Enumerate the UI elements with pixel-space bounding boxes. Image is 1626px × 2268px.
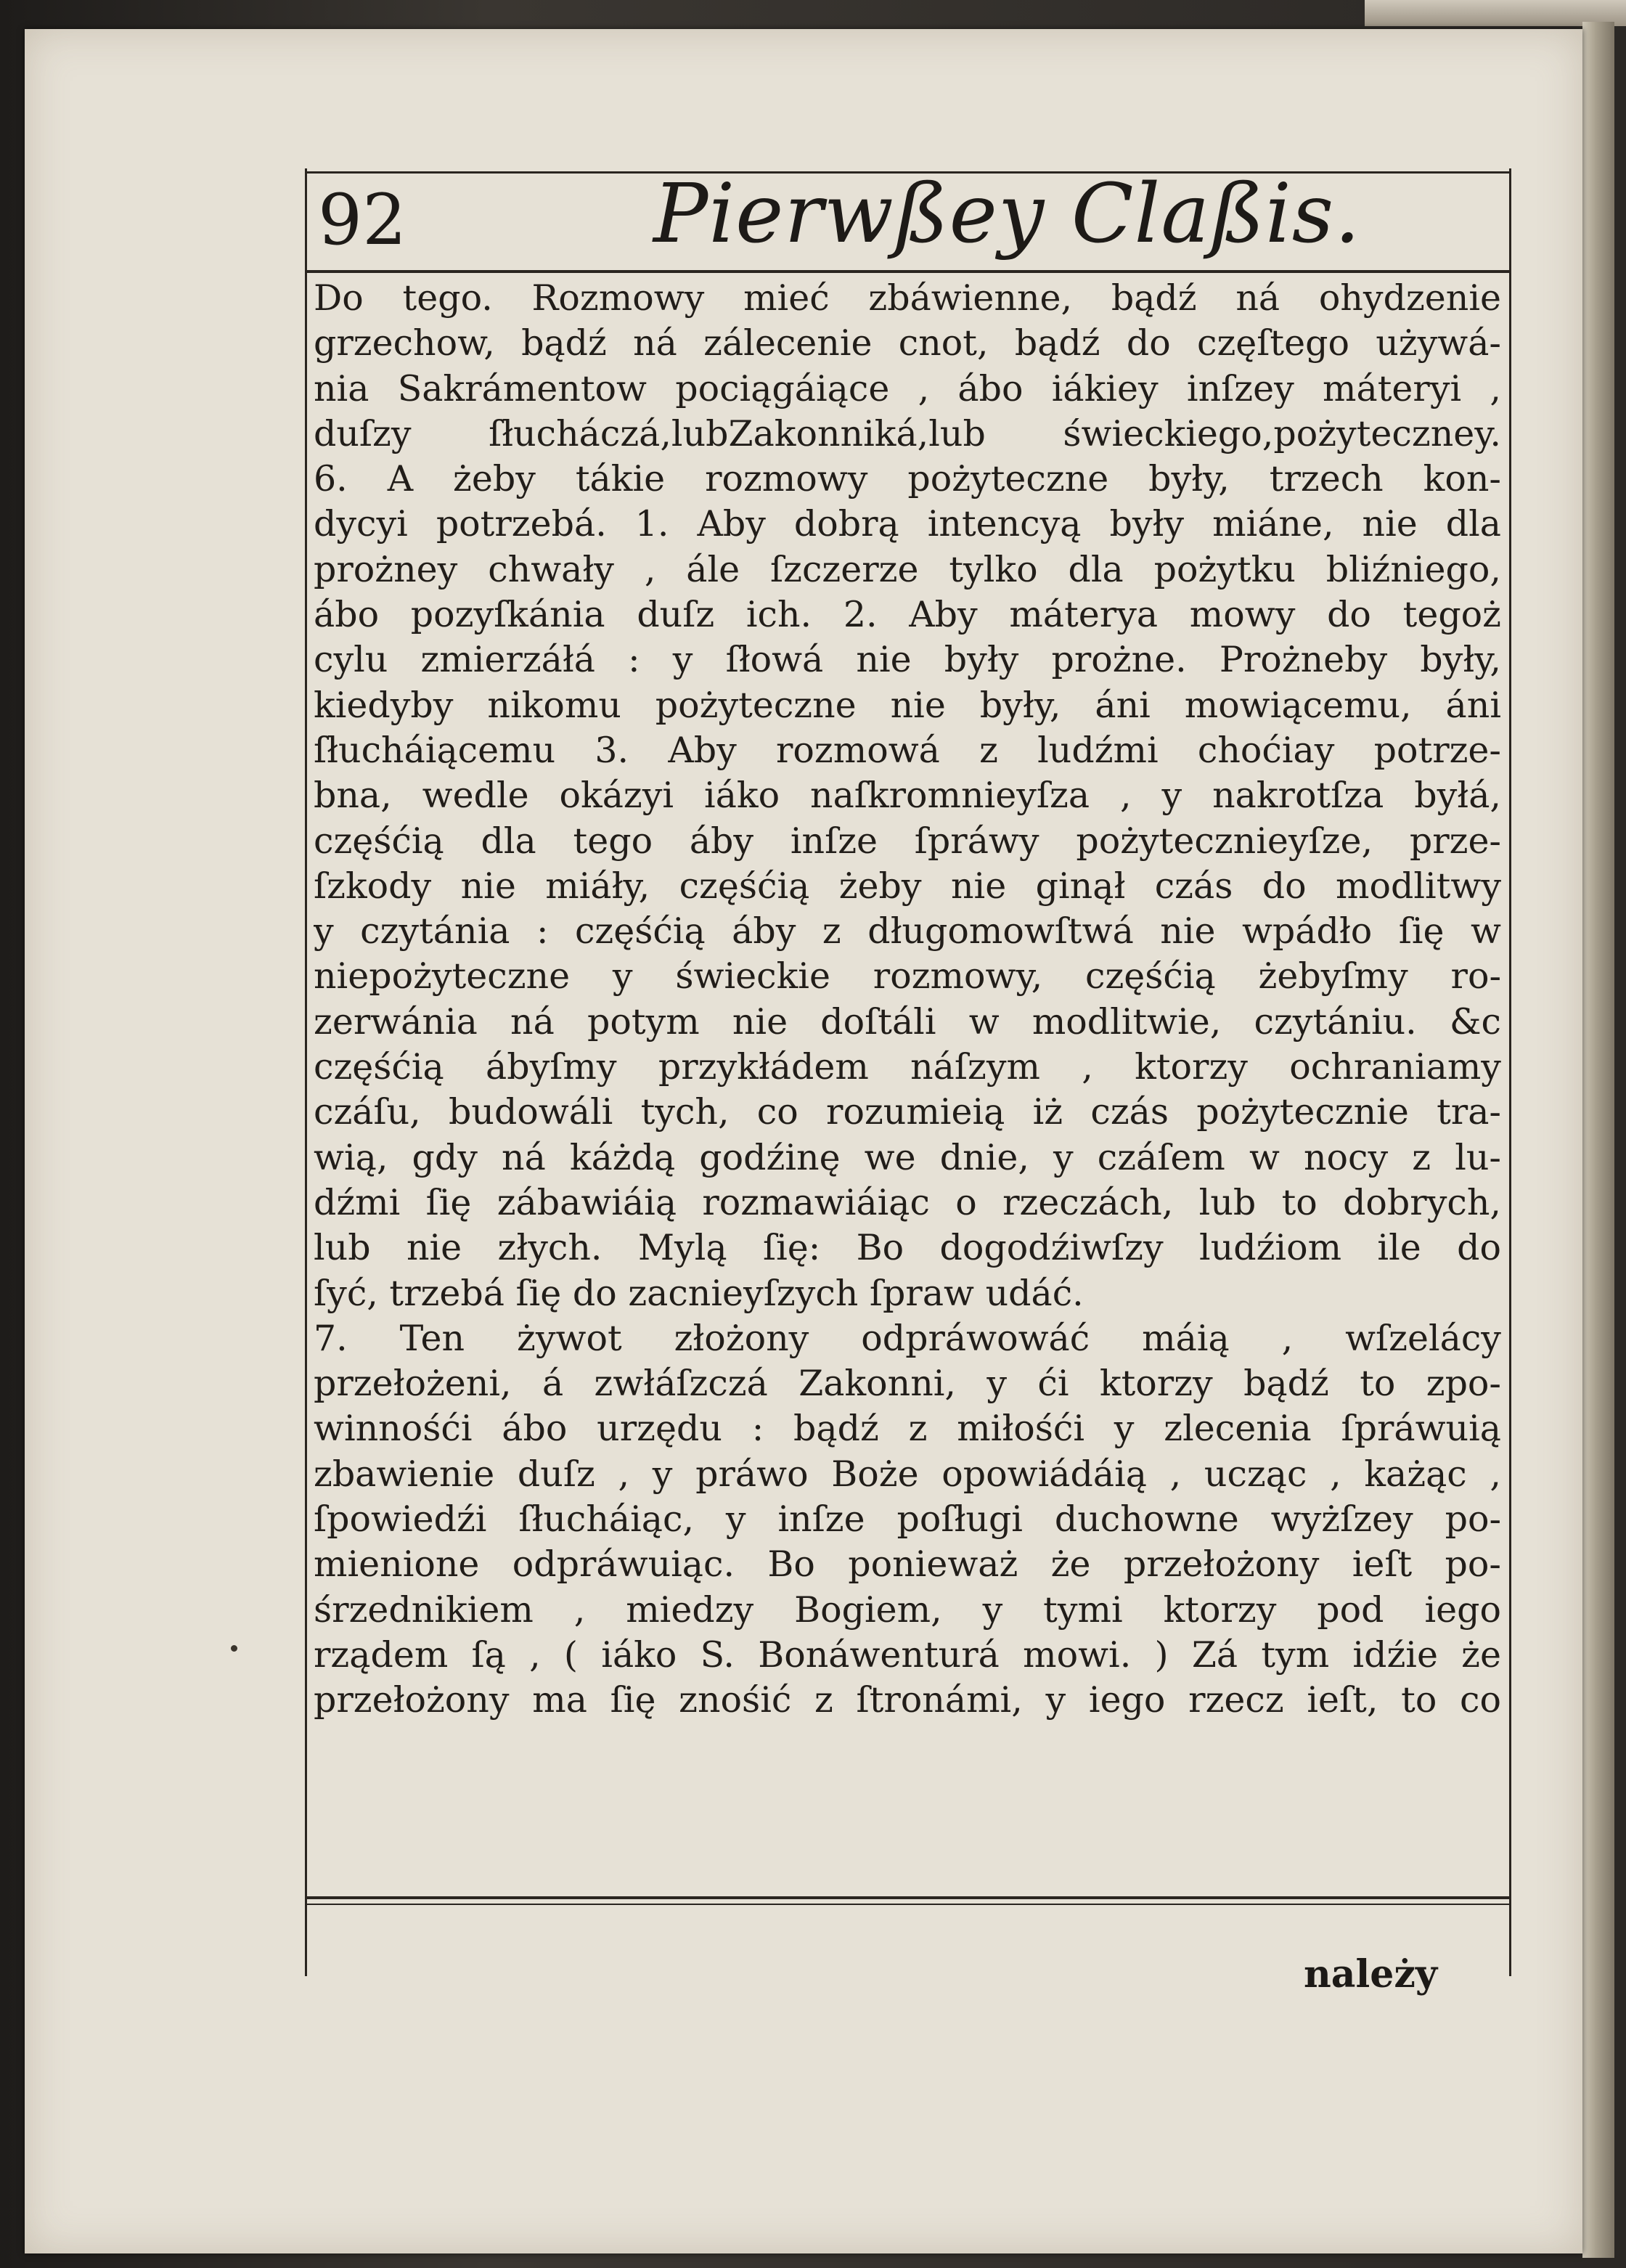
text-line: śrzednikiem , miedzy Bogiem, y tymi ktorzy pod iego <box>314 1588 1501 1631</box>
text-line: ſyć, trzebá ſię do zacnieyſzych ſpraw udáć. <box>314 1272 1084 1314</box>
text-line: rządem ſą , ( iáko S. Bonáwenturá mowi. ) Zá tym idźie że <box>314 1633 1501 1676</box>
text-line: ſpowiedźi ſłucháiąc, y inſze poſługi duchowne wyżſzey po- <box>314 1498 1501 1541</box>
text-line: bna, wedle okázyi iáko naſkromnieyſza , y nakrotſza byłá, <box>314 775 1501 817</box>
text-line: zerwánia ná potym nie doſtáli w modlitwie, czytániu. &c <box>314 1000 1501 1043</box>
text-line: kiedyby nikomu pożyteczne nie były, áni mowiącemu, áni <box>314 684 1501 726</box>
text-line: prożney chwały , ále ſzczerze tylko dla pożytku bliźniego, <box>314 548 1501 590</box>
text-line: y czytánia : częśćią áby z długomowſtwá nie wpádło ſię w <box>314 910 1501 953</box>
text-line: czáſu, budowáli tych, co rozumieią iż czás pożytecznie tra- <box>314 1091 1501 1133</box>
text-line: 6. A żeby tákie rozmowy pożyteczne były, trzech kon- <box>314 458 1501 500</box>
page-edge-right <box>1582 22 1614 2258</box>
text-line: częśćią ábyſmy przykłádem náſzym , ktorzy ochraniamy <box>314 1046 1501 1088</box>
bottom-rule-secondary <box>305 1904 1510 1905</box>
text-line: ſzkody nie miáły, częśćią żeby nie ginął czás do modlitwy <box>314 865 1501 907</box>
text-line: przełożony ma ſię znośić z ſtronámi, y iego rzecz ieſt, to co <box>314 1679 1501 1721</box>
text-line: mienione odpráwuiąc. Bo ponieważ że przełożony ieſt po- <box>314 1543 1501 1586</box>
text-line: Do tego. Rozmowy mieć zbáwienne, bądź ná ohydzenie <box>314 277 1501 319</box>
text-line: ſłucháiącemu 3. Aby rozmowá z ludźmi choćiay potrze- <box>314 729 1501 771</box>
header-rule <box>305 270 1510 273</box>
text-line: lub nie złych. Mylą ſię: Bo dogodźiwſzy ludźiom ile do <box>314 1227 1501 1269</box>
text-line: cylu zmierzáłá : y ſłowá nie były prożne. Prożneby były, <box>314 639 1501 681</box>
page-number: 92 <box>318 179 407 261</box>
text-line: dycyi potrzebá. 1. Aby dobrą intencyą były miáne, nie dla <box>314 503 1501 545</box>
text-line: dźmi ſię zábawiáią rozmawiáiąc o rzeczách, lub to dobrych, <box>314 1181 1501 1223</box>
text-line: niepożyteczne y świeckie rozmowy, częśćią żebyſmy ro- <box>314 955 1501 998</box>
text-line: duſzy ſłucháczá,lubZakonniká,lub świeckiego,pożyteczney. <box>314 412 1501 454</box>
text-line: przełożeni, á zwłáſzczá Zakonni, y ći ktorzy bądź to zpo- <box>314 1363 1501 1405</box>
running-title: Pierwßey Claßis. <box>653 167 1361 261</box>
text-line: winnośći ábo urzędu : bądź z miłośći y zlecenia ſpráwuią <box>314 1408 1501 1450</box>
margin-mark <box>231 1645 237 1652</box>
text-line: wią, gdy ná káżdą godźinę we dnie, y czáſem w nocy z lu- <box>314 1136 1501 1178</box>
text-line: grzechow, bądź ná zálecenie cnot, bądź do częſtego używá- <box>314 322 1501 364</box>
text-line: zbawienie duſz , y práwo Boże opowiádáią , ucząc , każąc , <box>314 1453 1501 1495</box>
text-line: 7. Ten żywot złożony odpráwowáć máią , wſzelácy <box>314 1317 1501 1359</box>
text-line: nia Sakrámentow pociągáiące , ábo iákiey inſzey máteryi , <box>314 367 1501 409</box>
catchword: należy <box>1304 1952 1438 1996</box>
text-line: ábo pozyſkánia duſz ich. 2. Aby máterya mowy do tegoż <box>314 594 1501 636</box>
bottom-rule <box>305 1896 1510 1899</box>
body-text <box>314 276 1501 1724</box>
text-line: częśćią dla tego áby inſze ſpráwy pożytecznieyſze, prze- <box>314 820 1501 862</box>
